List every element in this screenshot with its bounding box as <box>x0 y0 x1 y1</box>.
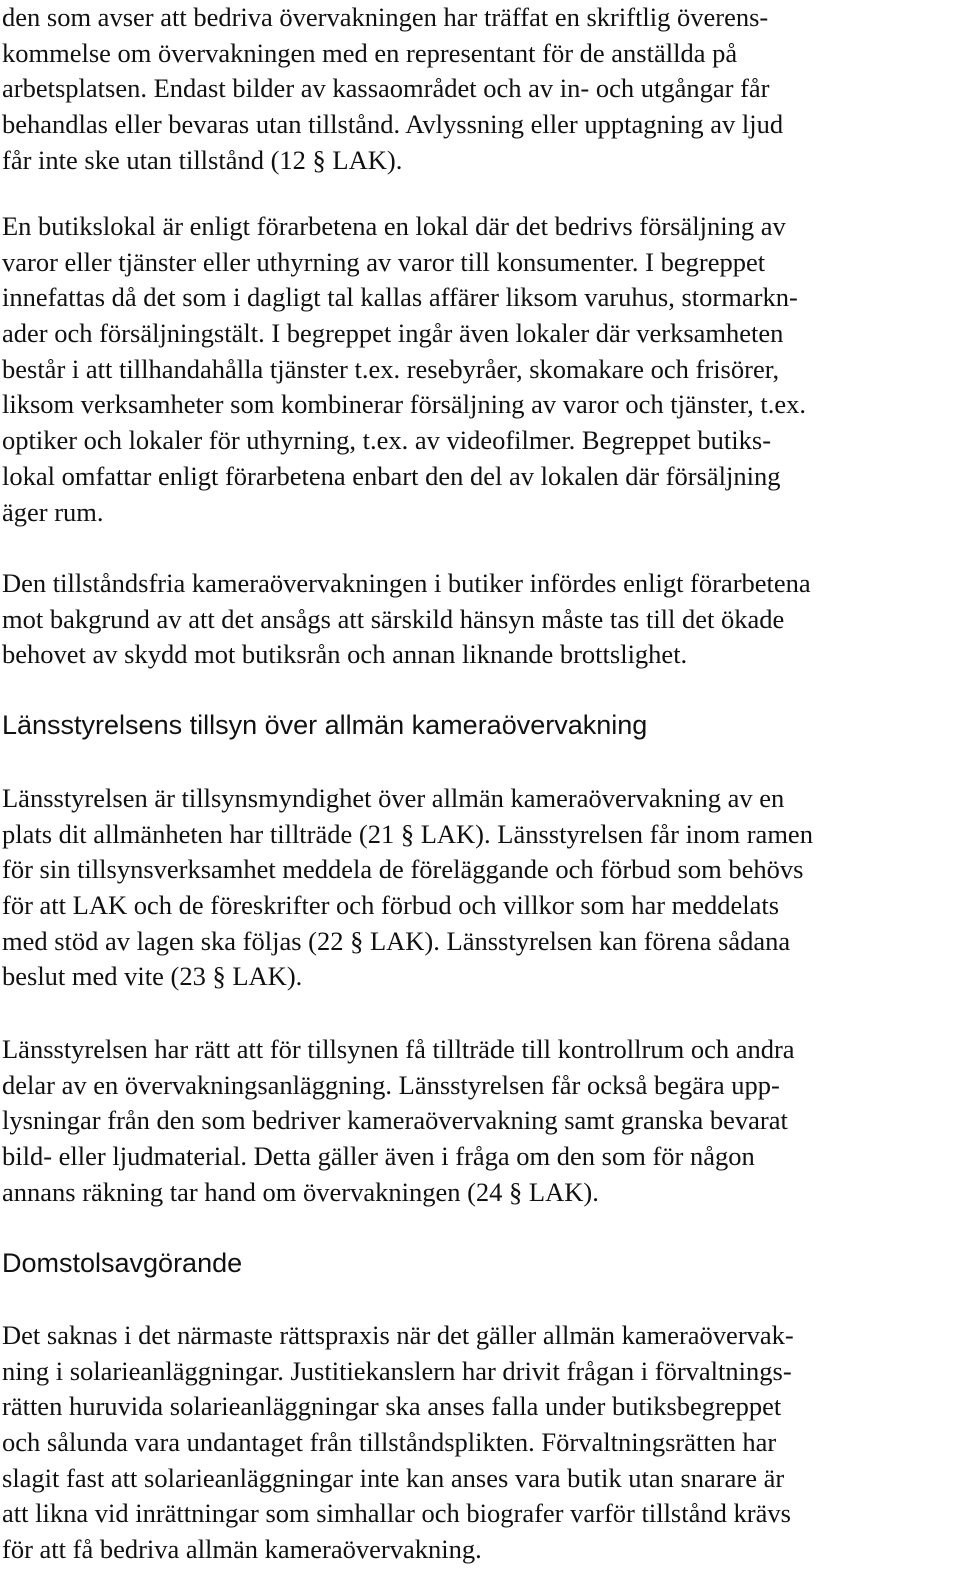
text-line: En butikslokal är enligt förarbetena en lokal där det bedrivs försäljning av <box>2 211 786 241</box>
text-line: innefattas då det som i dagligt tal kallas affärer liksom varuhus, stormarkn- <box>2 282 798 313</box>
text-line: lokal omfattar enligt förarbetena enbart den del av lokalen där försäljning <box>2 460 781 491</box>
text-line: lysningar från den som bedriver kameraövervakning samt granska bevarat <box>2 1105 788 1136</box>
text-line: varor eller tjänster eller uthyrning av varor till konsumenter. I begreppet <box>2 246 766 277</box>
paragraph-surveillance-agreement <box>2 0 783 178</box>
paragraph-court-ruling <box>2 1318 794 1568</box>
text-line: plats dit allmänheten har tillträde (21 § LAK). Länsstyrelsen får inom ramen <box>2 818 813 849</box>
text-line: bild- eller ljudmaterial. Detta gäller även i fråga om den som för någon <box>2 1141 755 1172</box>
text-line: med stöd av lagen ska följas (22 § LAK). Länsstyrelsen kan förena sådana <box>2 925 791 956</box>
text-line: mot bakgrund av att det ansågs att särskild hänsyn måste tas till det ökade <box>2 603 785 634</box>
text-line: behandlas eller bevaras utan tillstånd. Avlyssning eller upptagning av ljud <box>2 109 784 140</box>
text-line: äger rum. <box>2 496 104 527</box>
text-line: Den tillståndsfria kameraövervakningen i butiker infördes enligt förarbetena <box>2 568 811 598</box>
paragraph-access-rights <box>2 1032 795 1210</box>
text-line: ning i solarieanläggningar. Justitiekanslern har drivit frågan i förvaltnings- <box>2 1355 792 1386</box>
text-line: får inte ske utan tillstånd (12 § LAK). <box>2 144 403 175</box>
text-line: Det saknas i det närmaste rättspraxis när det gäller allmän kameraövervak- <box>2 1320 794 1350</box>
paragraph-permit-free-surveillance <box>2 566 811 673</box>
text-line: och sålunda vara undantaget från tillståndsplikten. Förvaltningsrätten har <box>2 1427 777 1458</box>
text-line: optiker och lokaler för uthyrning, t.ex. av videofilmer. Begreppet butiks- <box>2 425 772 456</box>
text-line: arbetsplatsen. Endast bilder av kassaområdet och av in- och utgångar får <box>2 73 770 104</box>
text-line: beslut med vite (23 § LAK). <box>2 961 303 992</box>
text-line: slagit fast att solarieanläggningar inte kan anses vara butik utan snarare är <box>2 1462 785 1493</box>
text-line: Länsstyrelsen är tillsynsmyndighet över allmän kameraövervakning av en <box>2 783 785 813</box>
section-heading-lansstyrelsen: Länsstyrelsens tillsyn över allmän kameraövervakning <box>2 710 648 740</box>
text-line: för sin tillsynsverksamhet meddela de föreläggande och förbud som behövs <box>2 854 804 885</box>
text-line: att likna vid inrättningar som simhallar och biografer varför tillstånd krävs <box>2 1498 791 1529</box>
text-line: för att få bedriva allmän kameraövervakning. <box>2 1534 482 1565</box>
text-line: ader och försäljningstält. I begreppet ingår även lokaler där verksamheten <box>2 318 784 349</box>
paragraph-supervisory-authority <box>2 781 813 995</box>
text-line: behovet av skydd mot butiksrån och annan liknande brottslighet. <box>2 639 688 670</box>
text-line: den som avser att bedriva övervakningen har träffat en skriftlig överens- <box>2 2 769 32</box>
text-line: för att LAK och de föreskrifter och förbud och villkor som har meddelats <box>2 890 780 921</box>
text-line: delar av en övervakningsanläggning. Länsstyrelsen får också begära upp- <box>2 1069 780 1100</box>
section-heading-domstolsavgorande: Domstolsavgörande <box>2 1248 243 1278</box>
text-line: annans räkning tar hand om övervakningen (24 § LAK). <box>2 1176 599 1207</box>
paragraph-butikslokal-definition <box>2 209 806 530</box>
text-line: kommelse om övervakningen med en representant för de anställda på <box>2 37 738 68</box>
text-line: rätten huruvida solarieanläggningar ska anses falla under butiksbegreppet <box>2 1391 782 1422</box>
text-line: består i att tillhandahålla tjänster t.ex. resebyråer, skomakare och frisörer, <box>2 353 780 384</box>
text-line: Länsstyrelsen har rätt att för tillsynen få tillträde till kontrollrum och andra <box>2 1034 795 1064</box>
text-line: liksom verksamheter som kombinerar försäljning av varor och tjänster, t.ex. <box>2 389 807 420</box>
